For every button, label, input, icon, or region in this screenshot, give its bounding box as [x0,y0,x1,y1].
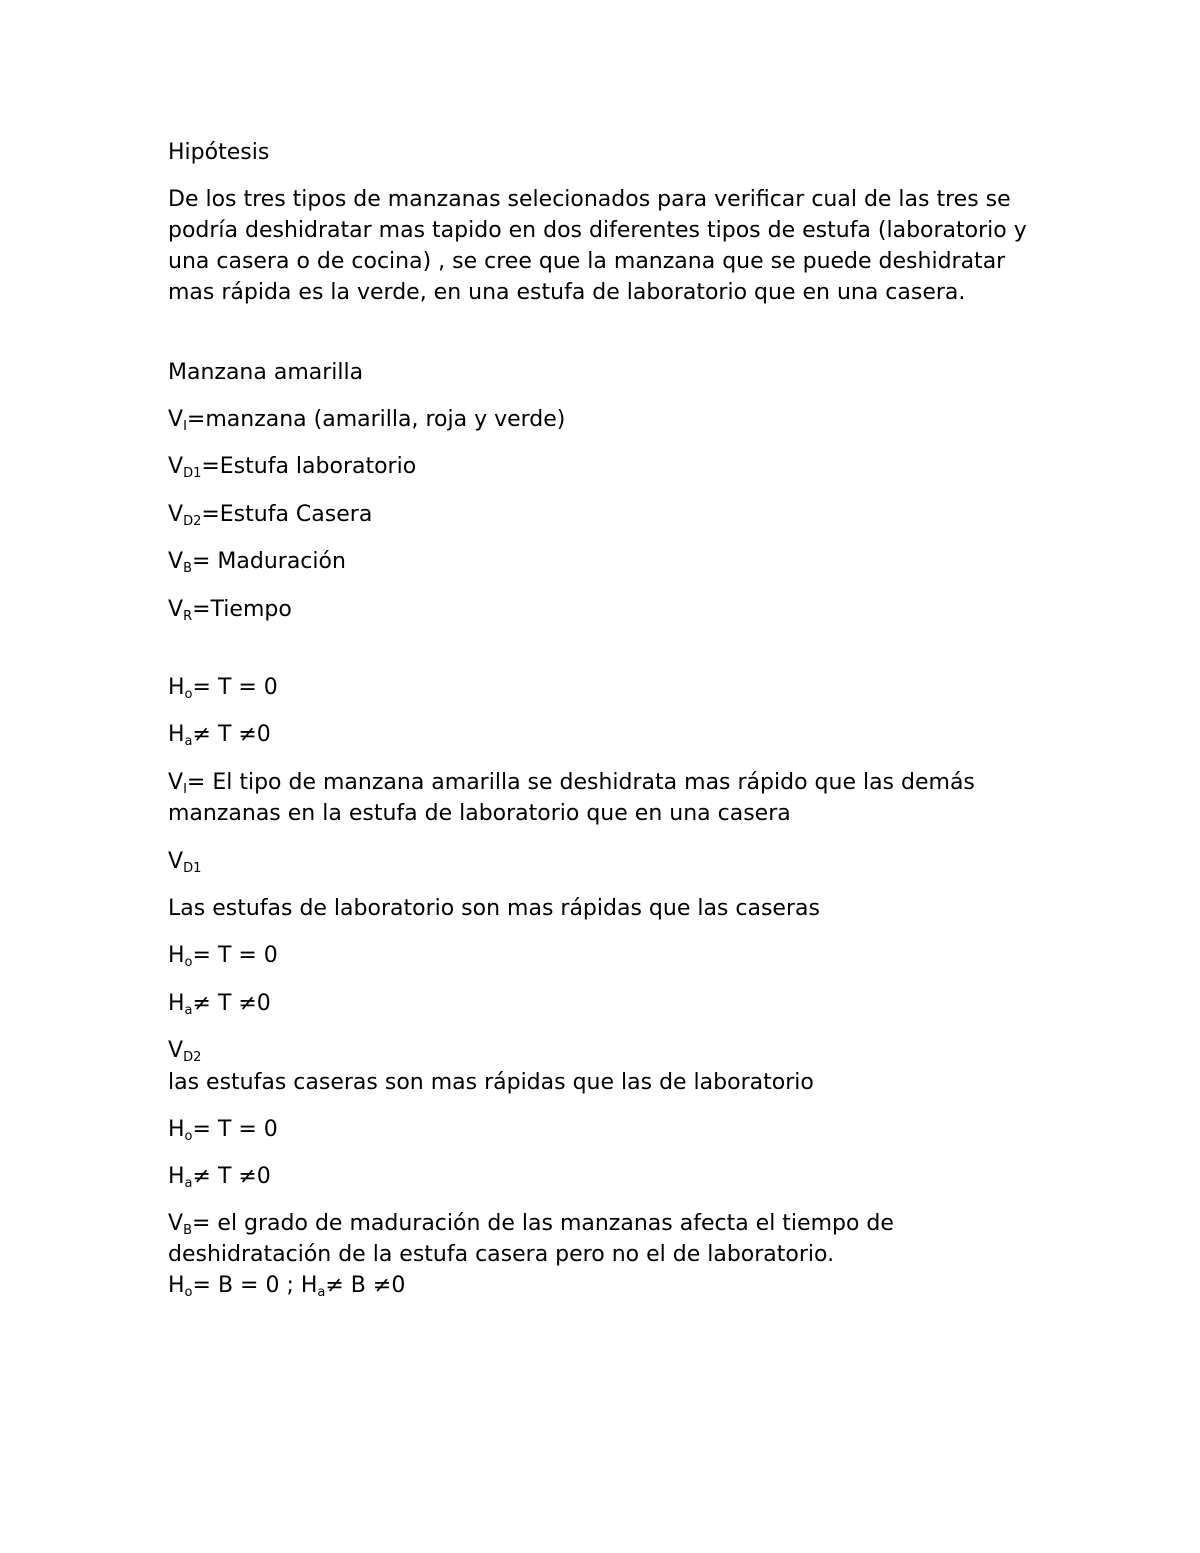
variable-definition: =Tiempo [192,597,292,622]
variable-subscript: R [183,609,193,624]
null-hypothesis-1 [168,672,278,703]
intro-paragraph: De los tres tipos de manzanas selecionados para verificar cual de las tres se podría deshidratar mas tapido en dos diferentes tipos de estufa (laboratorio y una casera o de cocina) , se cree que la manzana que se puede deshidratar mas rápida es la verde, en una estufa de laboratorio que en una casera. [168,187,1027,305]
heading: Hipótesis [168,140,270,165]
variable-subscript: I [183,782,187,797]
hypothesis-subscript: o [184,1285,193,1300]
variable-vb [168,546,346,577]
final-hypothesis [168,1270,405,1301]
vd1-label [168,846,201,877]
variable-subscript: I [183,419,187,434]
variable-subscript: D1 [183,466,202,481]
variable-subscript: D2 [183,514,202,529]
hypothesis-expression: ≠ T ≠0 [192,991,271,1016]
variable-vd2 [168,499,372,530]
vd2-label [168,1035,201,1066]
vd2-statement: las estufas caseras son mas rápidas que las de laboratorio [168,1070,814,1095]
variable-definition: =Estufa Casera [201,502,373,527]
hypothesis-base: H [168,1164,185,1189]
vi-statement [168,767,1048,829]
hypothesis-expression: = T = 0 [192,675,278,700]
hypothesis-base: H [168,943,185,968]
hypothesis-subscript: o [184,1129,193,1144]
hypothesis-subscript: a [184,1176,193,1191]
hypothesis-subscript: a [317,1285,326,1300]
hypothesis-expression: ≠ T ≠0 [192,1164,271,1189]
hypothesis-base: H [168,1117,185,1142]
variable-definition: =manzana (amarilla, roja y verde) [186,407,566,432]
alt-hypothesis-2 [168,988,271,1019]
hypothesis-base: H [168,675,185,700]
statement-text: = El tipo de manzana amarilla se deshidrata mas rápido que las demás manzanas en la estufa de laboratorio que en una casera [168,770,975,826]
hypothesis-subscript: o [184,955,193,970]
variable-base: V [168,407,184,432]
hypothesis-expression: = T = 0 [192,943,278,968]
variable-vd1 [168,451,416,482]
variable-subscript: D2 [183,1050,202,1065]
alt-hypothesis-1 [168,719,271,750]
variable-definition: =Estufa laboratorio [201,454,417,479]
hypothesis-base: H [168,722,185,747]
variable-vr [168,594,292,625]
hypothesis-expression: ≠ T ≠0 [192,722,271,747]
hypothesis-subscript: a [184,734,193,749]
hypothesis-base: H [168,1273,185,1298]
alt-hypothesis-3 [168,1161,271,1192]
hypothesis-expression: = B = 0 ; [192,1273,301,1298]
variable-base: V [168,1038,184,1063]
hypothesis-expression: = T = 0 [192,1117,278,1142]
variable-base: V [168,549,184,574]
hypothesis-base: H [300,1273,318,1298]
variable-definition: = Maduración [191,549,346,574]
vd1-statement: Las estufas de laboratorio son mas rápidas que las caseras [168,896,820,921]
hypothesis-subscript: a [184,1003,193,1018]
subheading: Manzana amarilla [168,360,364,385]
hypothesis-subscript: o [184,687,193,702]
statement-text: = el grado de maduración de las manzanas afecta el tiempo de deshidratación de la estufa casera pero no el de laboratorio. [168,1211,894,1267]
variable-base: V [168,502,184,527]
vb-statement [168,1208,1048,1270]
hypothesis-base: H [168,991,185,1016]
null-hypothesis-2 [168,940,278,971]
variable-base: V [168,454,184,479]
variable-vi [168,404,565,435]
null-hypothesis-3 [168,1114,278,1145]
variable-subscript: D1 [183,861,202,876]
variable-base: V [168,770,184,795]
variable-base: V [168,849,184,874]
variable-base: V [168,597,184,622]
hypothesis-expression: ≠ B ≠0 [325,1273,406,1298]
variable-subscript: B [183,1223,192,1238]
variable-subscript: B [183,561,192,576]
variable-base: V [168,1211,184,1236]
